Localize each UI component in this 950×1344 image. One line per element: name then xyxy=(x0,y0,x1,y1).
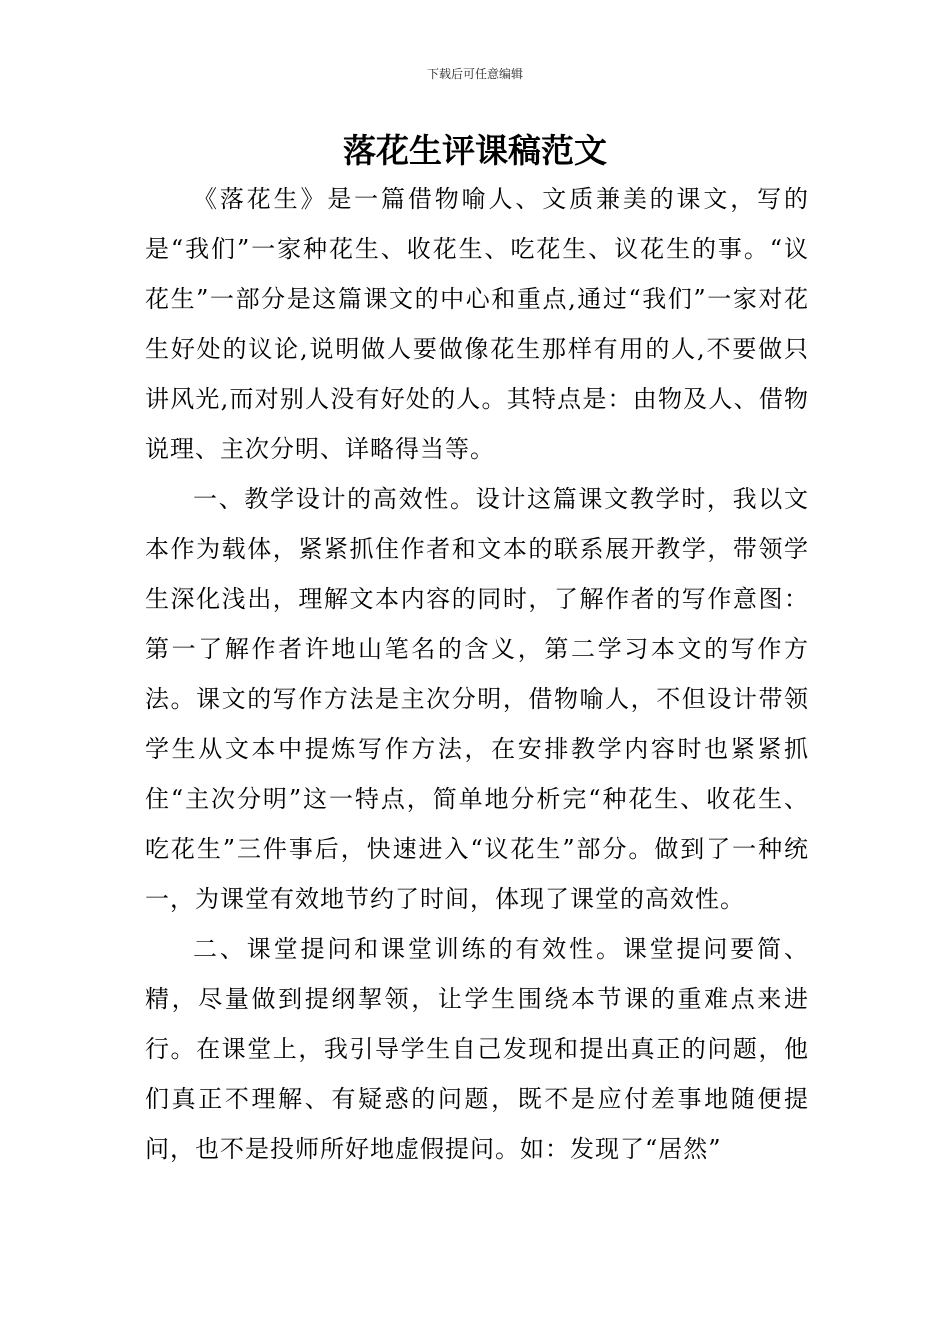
document-body xyxy=(145,174,809,1174)
header-note: 下载后可任意编辑 xyxy=(426,67,523,81)
paragraph-intro: 《落花生》是一篇借物喻人、文质兼美的课文，写的是“我们”一家种花生、收花生、吃花生、议花生的事。“议花生”一部分是这篇课文的中心和重点,通过“我们”一家对花生好处的议论,说明做人要做像花生那样有用的人,不要做只讲风光,而对别人没有好处的人。其特点是：由物及人、借物说理、主次分明、详略得当等。 xyxy=(145,185,809,463)
document-title: 落花生评课稿范文 xyxy=(343,131,607,170)
paragraph-section-two: 二、课堂提问和课堂训练的有效性。课堂提问要简、精，尽量做到提纲挈领，让学生围绕本节课的重难点来进行。在课堂上，我引导学生自己发现和提出真正的问题，他们真正不理解、有疑惑的问题，既不是应付差事地随便提问，也不是投师所好地虚假提问。如：发现了“居然” xyxy=(145,935,809,1163)
paragraph-section-one: 一、教学设计的高效性。设计这篇课文教学时，我以文本作为载体，紧紧抓住作者和文本的联系展开教学，带领学生深化浅出，理解文本内容的同时，了解作者的写作意图：第一了解作者许地山笔名的含义，第二学习本文的写作方法。课文的写作方法是主次分明，借物喻人，不但设计带领学生从文本中提炼写作方法，在安排教学内容时也紧紧抓住“主次分明”这一特点，简单地分析完“种花生、收花生、吃花生”三件事后，快速进入“议花生”部分。做到了一种统一，为课堂有效地节约了时间，体现了课堂的高效性。 xyxy=(145,485,809,913)
